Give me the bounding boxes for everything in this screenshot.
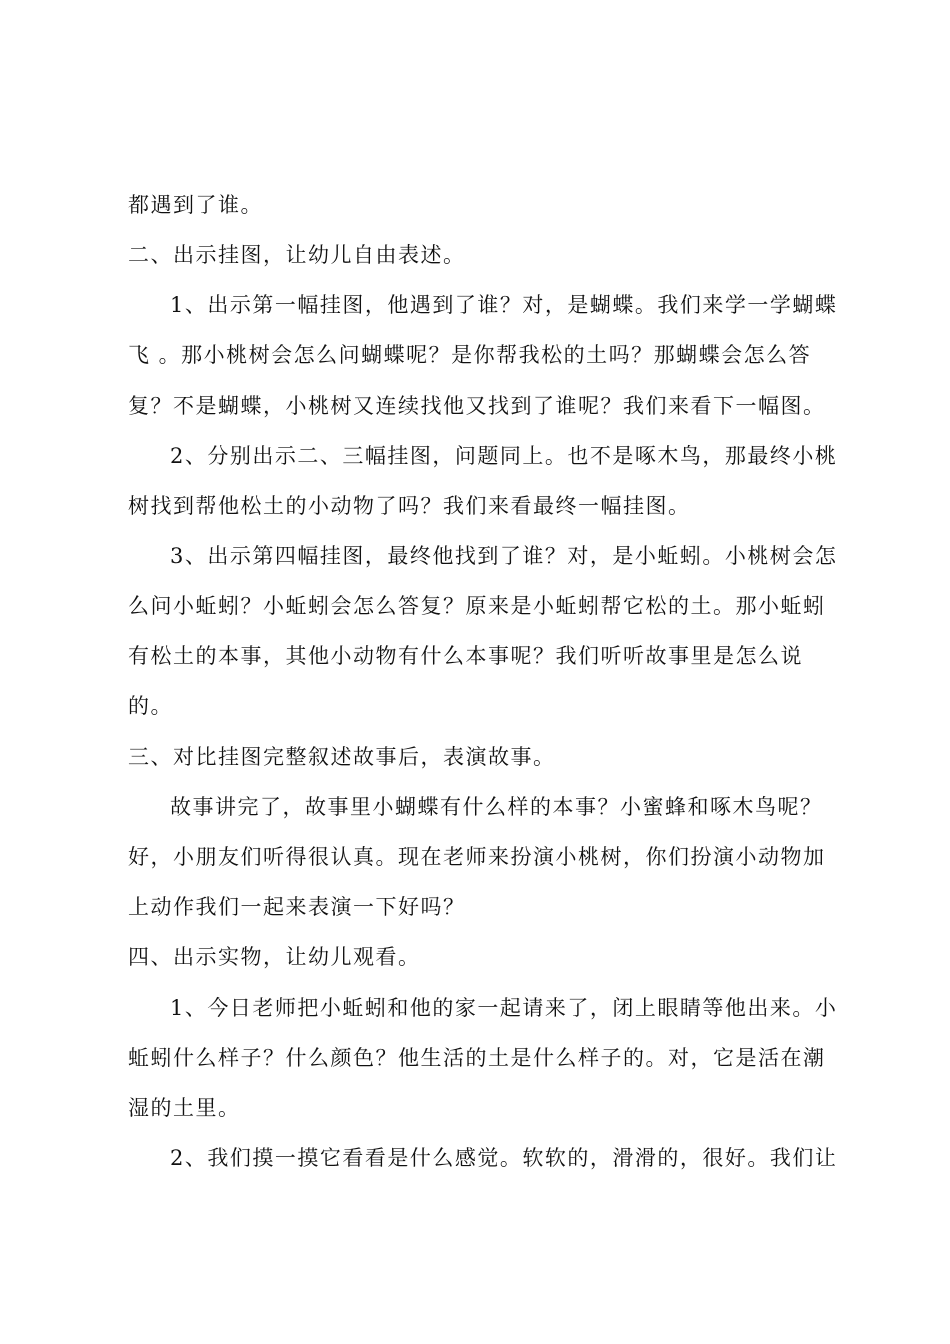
text-line: 么问小蚯蚓？小蚯蚓会怎么答复？原来是小蚯蚓帮它松的土。那小蚯蚓	[128, 594, 826, 618]
section-heading-4: 四、出示实物，让幼儿观看。	[128, 945, 421, 969]
text-line: 树找到帮他松土的小动物了吗？我们来看最终一幅挂图。	[128, 494, 691, 518]
text-line: 故事讲完了，故事里小蝴蝶有什么样的本事？小蜜蜂和啄木鸟呢？	[170, 795, 823, 819]
section-heading-2: 二、出示挂图，让幼儿自由表述。	[128, 243, 466, 267]
text-line: 2、分别出示二、三幅挂图，问题同上。也不是啄木鸟，那最终小桃	[170, 444, 838, 468]
text-line: 的。	[128, 694, 173, 718]
section-heading-3: 三、对比挂图完整叙述故事后，表演故事。	[128, 745, 556, 769]
text-line: 3、出示第四幅挂图，最终他找到了谁？对，是小蚯蚓。小桃树会怎	[170, 544, 838, 568]
text-line: 1、今日老师把小蚯蚓和他的家一起请来了，闭上眼睛等他出来。小	[170, 996, 838, 1020]
text-line: 复？不是蝴蝶，小桃树又连续找他又找到了谁呢？我们来看下一幅图。	[128, 394, 826, 418]
text-line: 飞 。那小桃树会怎么问蝴蝶呢？是你帮我松的土吗？那蝴蝶会怎么答	[128, 343, 812, 367]
text-line: 湿的土里。	[128, 1096, 241, 1120]
text-line: 有松土的本事，其他小动物有什么本事呢？我们听听故事里是怎么说	[128, 644, 803, 668]
text-line: 好，小朋友们听得很认真。现在老师来扮演小桃树，你们扮演小动物加	[128, 845, 826, 869]
text-line: 上动作我们一起来表演一下好吗？	[128, 895, 466, 919]
text-line: 都遇到了谁。	[128, 193, 263, 217]
text-line: 蚯蚓什么样子？什么颜色？他生活的土是什么样子的。对，它是活在潮	[128, 1046, 826, 1070]
text-line: 2、我们摸一摸它看看是什么感觉。软软的，滑滑的，很好。我们让	[170, 1146, 838, 1170]
text-line: 1、出示第一幅挂图，他遇到了谁？对，是蝴蝶。我们来学一学蝴蝶	[170, 293, 838, 317]
